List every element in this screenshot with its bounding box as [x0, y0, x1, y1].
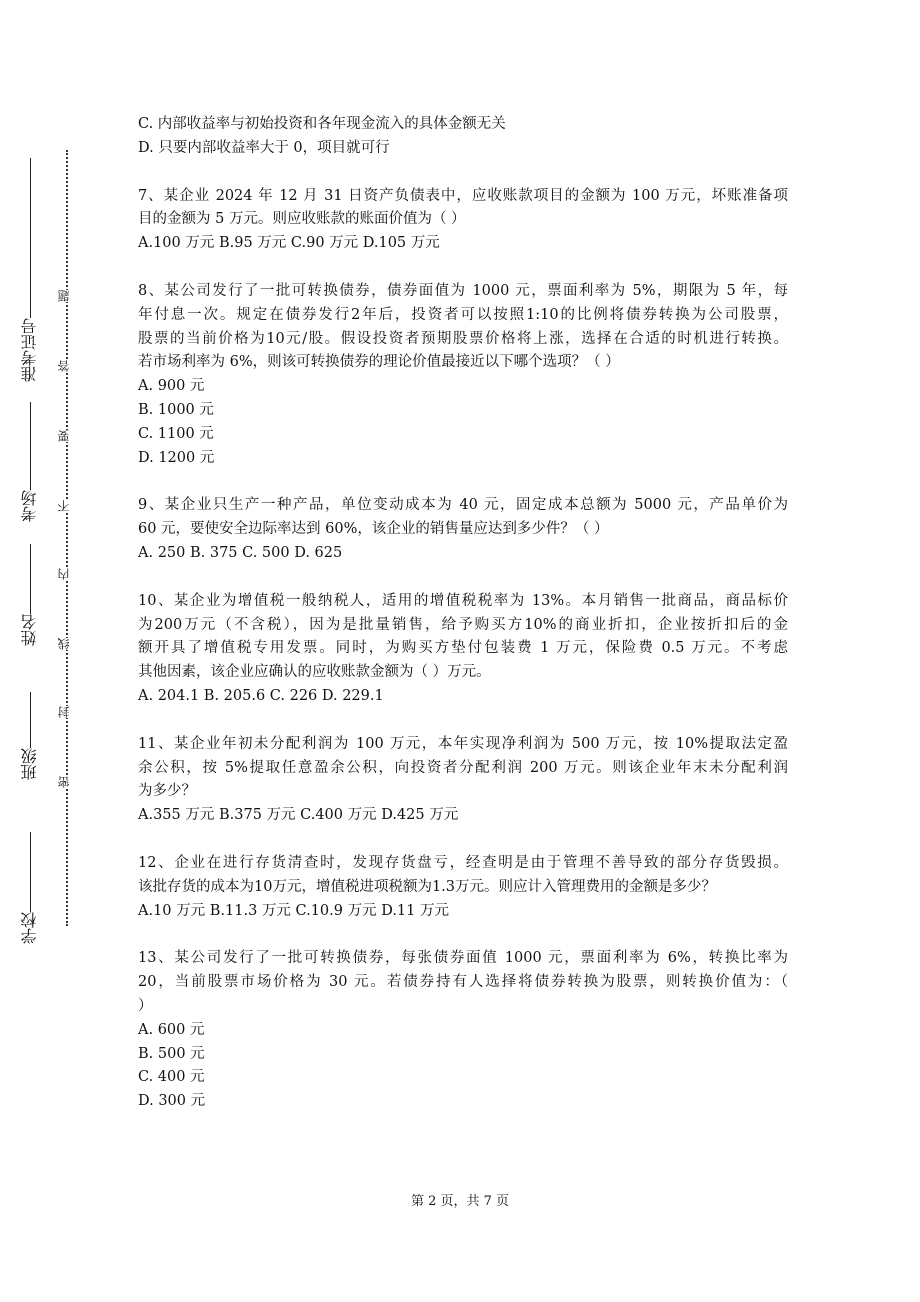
seal-word-xian: 线: [58, 638, 74, 650]
question-11: [138, 733, 788, 828]
class-underline: [30, 692, 31, 748]
previous-question-options: [138, 113, 788, 161]
option-line: A. 204.1 B. 205.6 C. 226 D. 229.1: [138, 687, 384, 704]
option-line: A. 900 元: [138, 378, 205, 395]
question-stem-line: 60 元，要使安全边际率达到 60%，该企业的销售量应达到多少件？（ ）: [138, 521, 609, 538]
question-stem-line: 年付息一次。规定在债券发行2年后，投资者可以按照1:10的比例将债券转换为公司股票，: [138, 306, 788, 323]
seal-word-bu: 不: [58, 500, 74, 512]
question-stem-line: 额开具了增值税专用发票。同时，为购买方垫付包装费 1 万元，保险费 0.5 万元。不考虑: [138, 640, 788, 657]
question-stem-line: 7、某企业 2024 年 12 月 31 日资产负债表中，应收账款项目的金额为 100 万元，坏账准备项: [138, 187, 788, 204]
question-content: [138, 113, 788, 1114]
page-number-footer: 第 2 页，共 7 页: [410, 1194, 510, 1209]
school-label: 学校: [20, 912, 39, 944]
question-stem-line: 若市场利率为 6%，则该可转换债券的理论价值最接近以下哪个选项？（ ）: [138, 354, 620, 371]
exam-number-label: 准考证号: [20, 318, 39, 382]
margin-field-exam-room: [14, 400, 46, 522]
margin-field-name: [14, 542, 46, 646]
seal-word-mi: 密: [58, 776, 74, 788]
option-line: A.10 万元 B.11.3 万元 C.10.9 万元 D.11 万元: [138, 902, 449, 919]
margin-field-class: [14, 690, 46, 780]
option-line: D. 300 元: [138, 1093, 206, 1110]
question-stem-line: 9、某企业只生产一种产品，单位变动成本为 40 元，固定成本总额为 5000 元，产品单价为: [138, 497, 788, 514]
question-stem-line: ）: [138, 997, 153, 1014]
option-line: D. 只要内部收益率大于 0，项目就可行: [138, 139, 390, 156]
question-stem-line: 余公积，按 5%提取任意盈余公积，向投资者分配利润 200 万元。则该企业年末未分配利润: [138, 759, 788, 776]
option-line: B. 1000 元: [138, 401, 214, 418]
question-12: [138, 852, 788, 923]
name-underline: [30, 544, 31, 614]
margin-field-exam-number: [14, 156, 46, 382]
question-stem-line: 为200万元（不含税），因为是批量销售，给予购买方10%的商业折扣，企业按折扣后的金: [138, 616, 788, 633]
question-stem-line: 20，当前股票市场价格为 30 元。若债券持有人选择将债券转换为股票，则转换价值为：（: [138, 974, 788, 991]
seal-word-feng: 封: [58, 706, 74, 718]
school-underline: [30, 832, 31, 912]
seal-word-nei: 内: [58, 568, 74, 580]
option-line: C. 400 元: [138, 1069, 205, 1086]
question-stem-line: 11、某企业年初未分配利润为 100 万元，本年实现净利润为 500 万元，按 10%提取法定盈: [138, 735, 788, 752]
exam-number-underline: [30, 158, 31, 318]
option-line: C. 内部收益率与初始投资和各年现金流入的具体金额无关: [138, 116, 506, 132]
question-stem-line: 为多少？: [138, 783, 196, 800]
seal-dotted-line: [66, 150, 68, 926]
option-line: D. 1200 元: [138, 449, 215, 466]
option-line: B. 500 元: [138, 1045, 205, 1062]
option-line: A. 600 元: [138, 1021, 205, 1038]
class-label: 班级: [20, 748, 39, 780]
question-stem-line: 12、企业在进行存货清查时，发现存货盘亏，经查明是由于管理不善导致的部分存货毁损。: [138, 854, 788, 871]
option-line: C. 1100 元: [138, 425, 214, 442]
option-line: A.355 万元 B.375 万元 C.400 万元 D.425 万元: [138, 807, 459, 824]
question-stem-line: 其他因素，该企业应确认的应收账款金额为（ ）万元。: [138, 664, 491, 681]
seal-word-ti: 题: [58, 290, 74, 302]
option-line: A. 250 B. 375 C. 500 D. 625: [138, 544, 343, 561]
seal-word-yao: 要: [58, 430, 74, 442]
exam-room-label: 考场: [20, 490, 39, 522]
option-line: A.100 万元 B.95 万元 C.90 万元 D.105 万元: [138, 235, 440, 252]
question-stem-line: 8、某公司发行了一批可转换债券，债券面值为 1000 元，票面利率为 5%，期限为 5 年，每: [138, 282, 788, 299]
name-label: 姓名: [20, 614, 39, 646]
question-8: [138, 280, 788, 470]
question-9: [138, 494, 788, 565]
question-stem-line: 目的金额为 5 万元。则应收账款的账面价值为（ ）: [138, 211, 466, 228]
exam-room-underline: [30, 402, 31, 490]
question-13: [138, 947, 788, 1114]
question-10: [138, 590, 788, 709]
question-stem-line: 13、某公司发行了一批可转换债券，每张债券面值 1000 元，票面利率为 6%，转换比率为: [138, 950, 788, 967]
question-7: [138, 185, 788, 256]
question-stem-line: 10、某企业为增值税一般纳税人，适用的增值税税率为 13%。本月销售一批商品，商品标价: [138, 592, 788, 609]
question-stem-line: 该批存货的成本为10万元，增值税进项税额为1.3万元。则应计入管理费用的金额是多少？: [138, 878, 717, 895]
seal-word-da: 答: [58, 360, 74, 372]
margin-field-school: [14, 830, 46, 944]
question-stem-line: 股票的当前价格为10元/股。假设投资者预期股票价格将上涨，选择在合适的时机进行转换。: [138, 330, 788, 347]
